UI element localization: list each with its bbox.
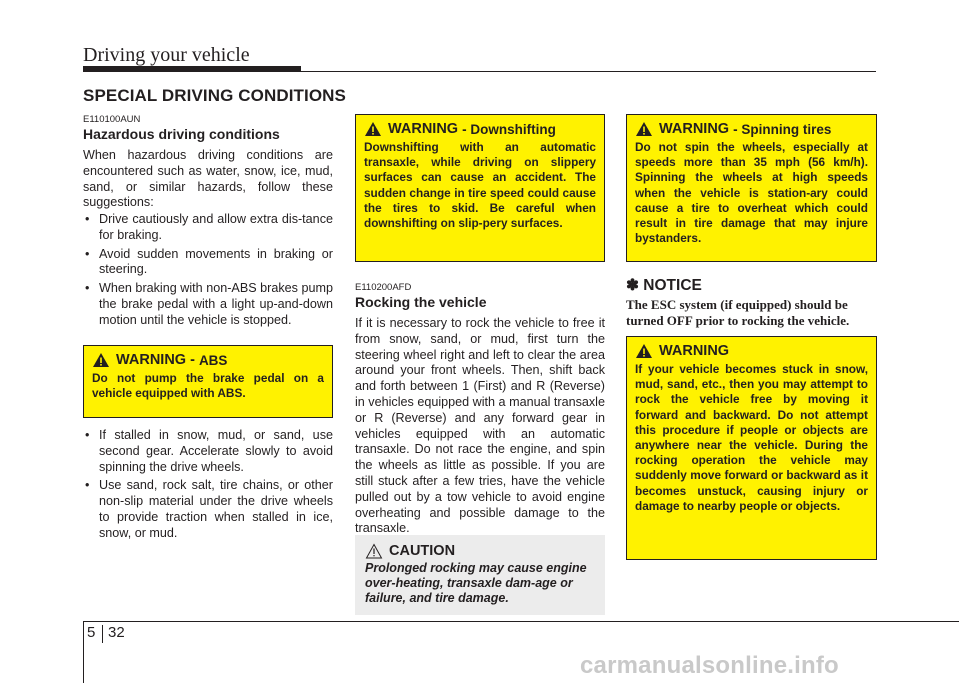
- list-item: • Drive cautiously and allow extra dis-tance for braking.: [83, 212, 333, 244]
- warning-label: WARNING: [388, 121, 459, 137]
- list-item: • When braking with non-ABS brakes pump the brake pedal with a light up-and-down motion until the vehicle is stopped.: [83, 281, 333, 328]
- list-item: • Avoid sudden movements in braking or steering.: [83, 247, 333, 279]
- warning-text: If your vehicle becomes stuck in snow, mud, sand, etc., then you may attempt to rock the vehicle free by moving it forward and backward. Do not attempt this procedure if people or objects are anywhere near the vehicle. During the rocking operation the vehicle may suddenly move forward or backward as it becomes unstuck, causing injury or damage to nearby people or objects.: [635, 362, 868, 513]
- warning-label: WARNING: [659, 121, 730, 137]
- header-bar: [83, 66, 301, 72]
- caution-box: [355, 535, 605, 615]
- warning-text: Downshifting with an automatic transaxle, while driving on slippery surfaces can cause an accident. The sudden change in tire speed could cause the tires to skid. Be careful when downshifting on slip-pery surfaces.: [364, 140, 596, 231]
- watermark: carmanualsonline.info: [580, 652, 839, 679]
- page-number: 32: [108, 624, 125, 641]
- section-heading: Rocking the vehicle: [355, 294, 487, 310]
- bullet-list-2: [83, 428, 333, 545]
- warning-box-abs: [83, 345, 333, 418]
- list-item: • Use sand, rock salt, tire chains, or other non-slip material under the drive wheels to provide traction when stalled in ice, snow, or mud.: [83, 478, 333, 541]
- warning-box-stuck: [626, 336, 877, 560]
- list-item: • If stalled in snow, mud, or sand, use second gear. Accelerate slowly to avoid spinning the drive wheels.: [83, 428, 333, 475]
- warning-subject: - Spinning tires: [733, 121, 832, 137]
- warning-text: Do not pump the brake pedal on a vehicle equipped with ABS.: [92, 371, 324, 401]
- header-rule: [301, 71, 876, 72]
- warning-subject: - Downshifting: [462, 121, 556, 137]
- section-title: SPECIAL DRIVING CONDITIONS: [83, 86, 346, 105]
- section-heading: Hazardous driving conditions: [83, 126, 280, 142]
- section-code: E110100AUN: [83, 114, 141, 125]
- chapter-title: Driving your vehicle: [83, 44, 250, 66]
- caution-label: CAUTION: [389, 543, 456, 559]
- bullet-list: [83, 212, 333, 332]
- warning-triangle-icon: [364, 121, 382, 137]
- body-paragraph: If it is necessary to rock the vehicle to free it from snow, sand, or mud, first turn the steering wheel right and left to clear the area around your front wheels. Then, shift back and forth between 1 (First) and R (Reverse) in vehicles equipped with a manual transaxle or R (Reverse) and any forward gear in vehicles equipped with an automatic transaxle. Do not race the engine, and spin the wheels as little as possible. If you are still stuck after a few tries, have the vehicle pulled out by a tow vehicle to avoid engine overheating and possible damage to the transaxle.: [355, 316, 605, 536]
- warning-box-downshifting: [355, 114, 605, 262]
- notice-title: ✽ NOTICE: [626, 277, 702, 294]
- page-number-divider: [102, 625, 103, 643]
- warning-subject: ABS: [198, 352, 228, 368]
- intro-paragraph: When hazardous driving conditions are encountered such as water, snow, ice, mud, sand, or similar hazards, follow these suggestions:: [83, 148, 333, 210]
- footer-rule: [83, 621, 959, 622]
- footer-rule-vertical: [83, 621, 84, 683]
- warning-triangle-icon: [635, 343, 653, 359]
- notice-text: The ESC system (if equipped) should be turned OFF prior to rocking the vehicle.: [626, 297, 850, 328]
- warning-box-spinning-tires: [626, 114, 877, 262]
- warning-triangle-icon: [92, 352, 110, 368]
- chapter-number: 5: [87, 624, 96, 641]
- caution-text: Prolonged rocking may cause engine over-heating, transaxle dam-age or failure, and tire damage.: [365, 561, 587, 606]
- warning-text: Do not spin the wheels, especially at speeds more than 35 mph (56 km/h). Spinning the wheels at high speeds when the vehicle is station-ary could cause a tire to overheat which could result in tire damage that may injure bystanders.: [635, 140, 868, 246]
- warning-label: WARNING -: [116, 352, 195, 368]
- section-code: E110200AFD: [355, 282, 412, 293]
- warning-label: WARNING: [659, 343, 730, 359]
- caution-triangle-icon: [365, 543, 383, 559]
- warning-triangle-icon: [635, 121, 653, 137]
